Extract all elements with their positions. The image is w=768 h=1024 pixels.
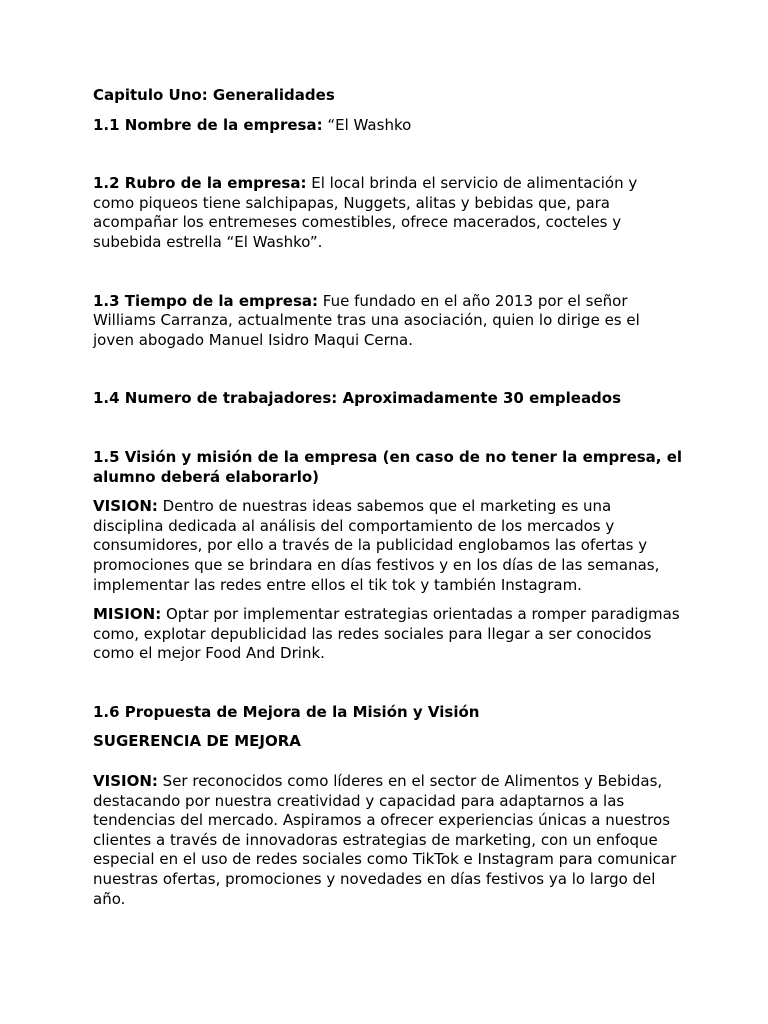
section-1-3-company-age [93, 292, 683, 351]
section-1-4-employees: 1.4 Numero de trabajadores: Aproximadamente 30 empleados [93, 389, 622, 408]
section-1-3-label: 1.3 Tiempo de la empresa: [93, 291, 319, 310]
chapter-title: Capitulo Uno: Generalidades [93, 86, 335, 104]
section-1-2-text: El local brinda el servicio de alimentación y como piqueos tiene salchipapas, Nuggets, alitas y bebidas que, para acompañar los entremeses comestibles, ofrece macerados, cocteles y subebida estrella “El Washko”. [93, 174, 638, 251]
section-1-2-label: 1.2 Rubro de la empresa: [93, 174, 307, 193]
improved-vision-text: Ser reconocidos como líderes en el sector de Alimentos y Bebidas, destacando por nuestra creatividad y capacidad para adaptarnos a las tendencias del mercado. Aspiramos a ofrecer experiencias únicas a nuestros clientes a través de innovadoras estrategias de marketing, con un enfoque especial en el uso de redes sociales como TikTok e Instagram para comunicar nuestras ofertas, promociones y novedades en días festivos ya lo largo del año. [93, 772, 677, 908]
vision-text: Dentro de nuestras ideas sabemos que el marketing es una disciplina dedicada al análisis del comportamiento de los mercados y consumidores, por ello a través de la publicidad englobamos las ofertas y promociones que se brindara en días festivos y en los días de las semanas, implementar las redes entre ellos el tik tok y también Instagram. [93, 497, 660, 594]
section-1-1-text: “El Washko [327, 115, 412, 134]
vision-paragraph [93, 497, 683, 595]
section-1-5-heading: 1.5 Visión y misión de la empresa (en caso de no tener la empresa, el alumno deberá elaborarlo) [93, 447, 683, 486]
mision-text: Optar por implementar estrategias orientadas a romper paradigmas como, explotar depublicidad las redes sociales para llegar a ser conocidos como el mejor Food And Drink. [93, 605, 680, 663]
mision-label: MISION: [93, 605, 162, 624]
section-1-2-business-line [93, 174, 683, 252]
document-page [93, 86, 683, 909]
mision-paragraph [93, 605, 683, 664]
improved-vision-paragraph [93, 772, 683, 909]
suggestion-heading: SUGERENCIA DE MEJORA [93, 732, 301, 751]
improved-vision-label: VISION: [93, 772, 158, 791]
section-1-3-text: Fue fundado en el año 2013 por el señor Williams Carranza, actualmente tras una asociación, quien lo dirige es el joven abogado Manuel Isidro Maqui Cerna. [93, 291, 640, 349]
section-1-6-heading: 1.6 Propuesta de Mejora de la Misión y Visión [93, 702, 480, 721]
section-1-1-label: 1.1 Nombre de la empresa: [93, 115, 323, 134]
section-1-1-company-name [93, 116, 683, 136]
vision-label: VISION: [93, 497, 158, 516]
